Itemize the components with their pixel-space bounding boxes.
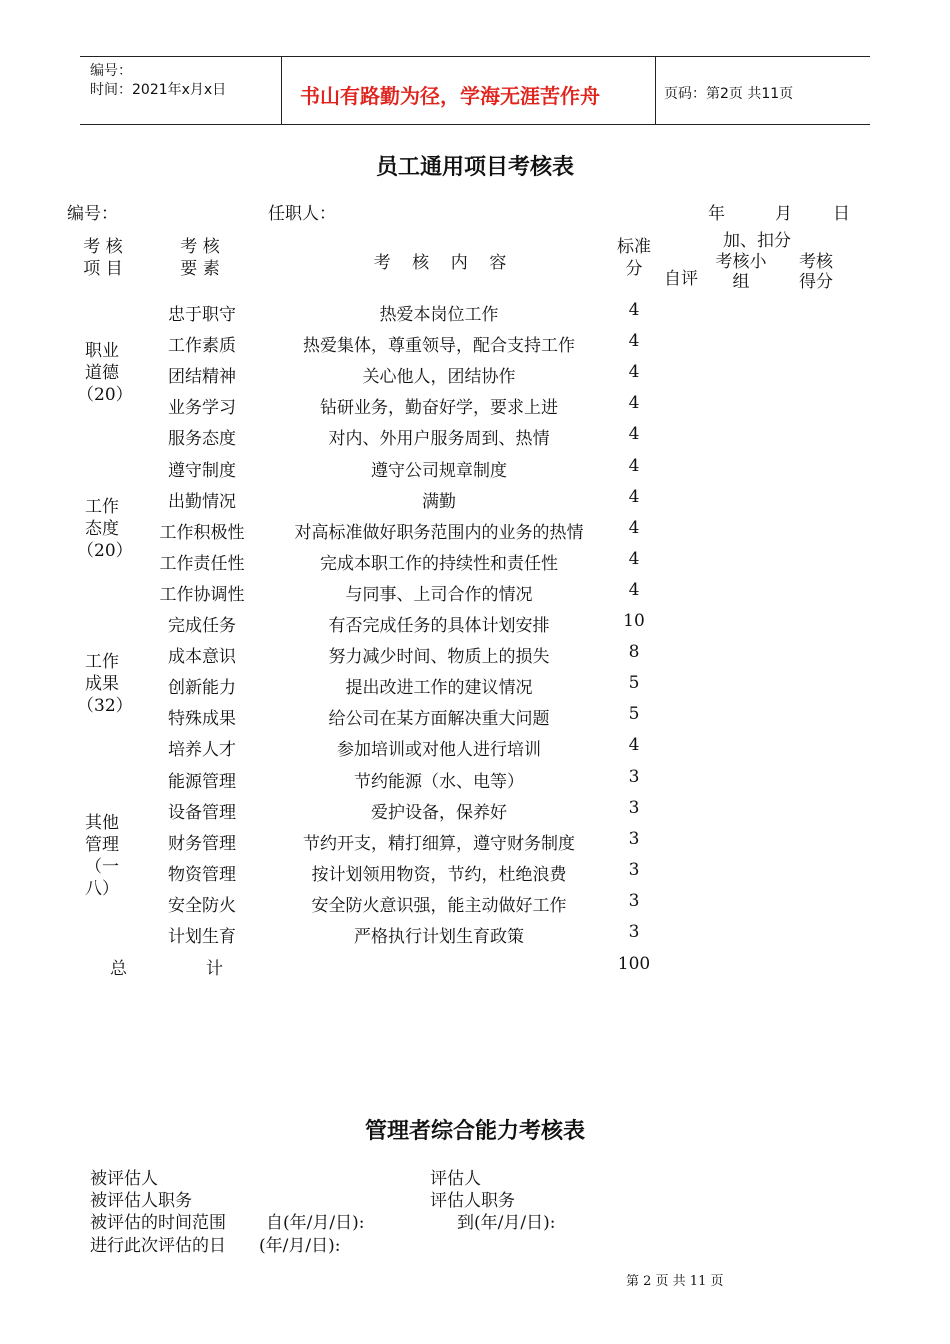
row-element: 团结精神 xyxy=(168,367,236,387)
header-divider-2 xyxy=(655,56,656,124)
row-standard-score: 4 xyxy=(628,580,640,600)
header-bottom-rule xyxy=(80,124,870,125)
row-content: 参加培训或对他人进行培训 xyxy=(337,740,541,760)
row-standard-score: 10 xyxy=(623,611,645,631)
row-content: 钻研业务，勤奋好学，要求上进 xyxy=(320,398,558,418)
row-element: 计划生育 xyxy=(168,927,236,947)
row-content: 努力减少时间、物质上的损失 xyxy=(328,647,550,667)
row-content: 对高标准做好职务范围内的业务的热情 xyxy=(294,523,584,543)
group-label-other: 其他 管理 （一 八） xyxy=(85,813,119,899)
row-content: 节约能源（水、电等） xyxy=(354,772,524,792)
row-standard-score: 3 xyxy=(628,891,640,911)
form1-date-year: 年 xyxy=(708,204,725,224)
row-element: 业务学习 xyxy=(168,398,236,418)
row-content: 节约开支，精打细算，遵守财务制度 xyxy=(303,834,575,854)
total-label-1: 总 xyxy=(110,959,127,979)
row-content: 完成本职工作的持续性和责任性 xyxy=(320,554,558,574)
row-content: 满勤 xyxy=(422,492,456,512)
row-element: 设备管理 xyxy=(168,803,236,823)
form1-date-day: 日 xyxy=(833,204,850,224)
header-motto: 书山有路勤为径，学海无涯苦作舟 xyxy=(300,84,600,108)
row-element: 财务管理 xyxy=(168,834,236,854)
col-header-add-deduct: 加、扣分 xyxy=(723,231,791,251)
form2-evaluator-position: 评估人职务 xyxy=(430,1191,515,1211)
row-content: 安全防火意识强，能主动做好工作 xyxy=(311,896,567,916)
form2-title: 管理者综合能力考核表 xyxy=(364,1119,585,1144)
group-label-results: 工作 成果 （32） xyxy=(77,652,133,716)
form2-evaluatee-position: 被评估人职务 xyxy=(90,1191,192,1211)
header-page-info: 页码：第2页 共11页 xyxy=(664,86,794,102)
row-standard-score: 4 xyxy=(628,487,640,507)
row-content: 按计划领用物资，节约，杜绝浪费 xyxy=(311,865,567,885)
row-standard-score: 4 xyxy=(628,518,640,538)
form2-evaluatee: 被评估人 xyxy=(90,1169,158,1189)
total-label-2: 计 xyxy=(206,959,223,979)
row-element: 培养人才 xyxy=(168,740,236,760)
row-content: 给公司在某方面解决重大问题 xyxy=(328,709,550,729)
form1-number-label: 编号： xyxy=(67,204,118,224)
row-standard-score: 3 xyxy=(628,829,640,849)
row-standard-score: 4 xyxy=(628,424,640,444)
row-element: 物资管理 xyxy=(168,865,236,885)
row-element: 服务态度 xyxy=(168,429,236,449)
row-content: 严格执行计划生育政策 xyxy=(354,927,524,947)
col-header-self: 自评 xyxy=(664,269,698,289)
form2-evaluator: 评估人 xyxy=(430,1169,481,1189)
row-element: 工作协调性 xyxy=(159,585,245,605)
col-header-group: 考核小 组 xyxy=(715,252,767,292)
header-divider-1 xyxy=(281,56,282,124)
row-content: 热爱本岗位工作 xyxy=(379,305,499,325)
row-standard-score: 4 xyxy=(628,549,640,569)
form2-period-from: 自(年/月/日): xyxy=(266,1213,365,1233)
row-element: 能源管理 xyxy=(168,772,236,792)
row-standard-score: 3 xyxy=(628,767,640,787)
form1-title: 员工通用项目考核表 xyxy=(375,155,574,180)
row-element: 安全防火 xyxy=(168,896,236,916)
form2-eval-date-label: 进行此次评估的日 xyxy=(90,1236,226,1256)
row-element: 创新能力 xyxy=(168,678,236,698)
row-standard-score: 3 xyxy=(628,922,640,942)
col-header-item: 考 核 项 目 xyxy=(83,237,123,279)
row-standard-score: 4 xyxy=(628,735,640,755)
row-element: 完成任务 xyxy=(168,616,236,636)
row-element: 工作责任性 xyxy=(159,554,245,574)
page-footer: 第 2 页 共 11 页 xyxy=(626,1274,724,1289)
form1-holder-label: 任职人： xyxy=(268,204,336,224)
row-element: 出勤情况 xyxy=(168,492,236,512)
col-header-standard: 标准 分 xyxy=(617,237,651,279)
form2-period-label: 被评估的时间范围 xyxy=(90,1213,226,1233)
row-standard-score: 3 xyxy=(628,860,640,880)
form2-eval-date-value: (年/月/日): xyxy=(259,1236,341,1256)
row-content: 有否完成任务的具体计划安排 xyxy=(328,616,550,636)
row-content: 提出改进工作的建议情况 xyxy=(345,678,533,698)
row-standard-score: 3 xyxy=(628,798,640,818)
row-element: 遵守制度 xyxy=(168,461,236,481)
group-label-ethics: 职业 道德 （20） xyxy=(77,341,133,405)
total-value: 100 xyxy=(617,954,651,974)
row-element: 工作积极性 xyxy=(159,523,245,543)
form2-period-to: 到(年/月/日): xyxy=(457,1213,556,1233)
header-time-label: 时间：2021年x月x日 xyxy=(90,82,227,98)
row-standard-score: 5 xyxy=(628,704,640,724)
row-standard-score: 4 xyxy=(628,331,640,351)
row-content: 遵守公司规章制度 xyxy=(371,461,507,481)
row-content: 热爱集体，尊重领导，配合支持工作 xyxy=(303,336,575,356)
row-element: 工作素质 xyxy=(168,336,236,356)
header-top-rule xyxy=(80,56,870,57)
row-content: 爱护设备，保养好 xyxy=(371,803,507,823)
row-standard-score: 8 xyxy=(628,642,640,662)
col-header-content: 考 核 内 容 xyxy=(373,253,507,273)
row-element: 成本意识 xyxy=(168,647,236,667)
row-content: 与同事、上司合作的情况 xyxy=(345,585,533,605)
col-header-score: 考核 得分 xyxy=(799,252,833,292)
row-standard-score: 5 xyxy=(628,673,640,693)
row-standard-score: 4 xyxy=(628,362,640,382)
row-content: 对内、外用户服务周到、热情 xyxy=(328,429,550,449)
form1-date-month: 月 xyxy=(775,204,792,224)
group-label-attitude: 工作 态度 （20） xyxy=(77,497,133,561)
row-standard-score: 4 xyxy=(628,300,640,320)
col-header-element: 考 核 要 素 xyxy=(180,237,220,279)
row-standard-score: 4 xyxy=(628,456,640,476)
row-content: 关心他人，团结协作 xyxy=(362,367,516,387)
row-standard-score: 4 xyxy=(628,393,640,413)
row-element: 忠于职守 xyxy=(168,305,236,325)
header-number-label: 编号： xyxy=(90,63,132,79)
row-element: 特殊成果 xyxy=(168,709,236,729)
